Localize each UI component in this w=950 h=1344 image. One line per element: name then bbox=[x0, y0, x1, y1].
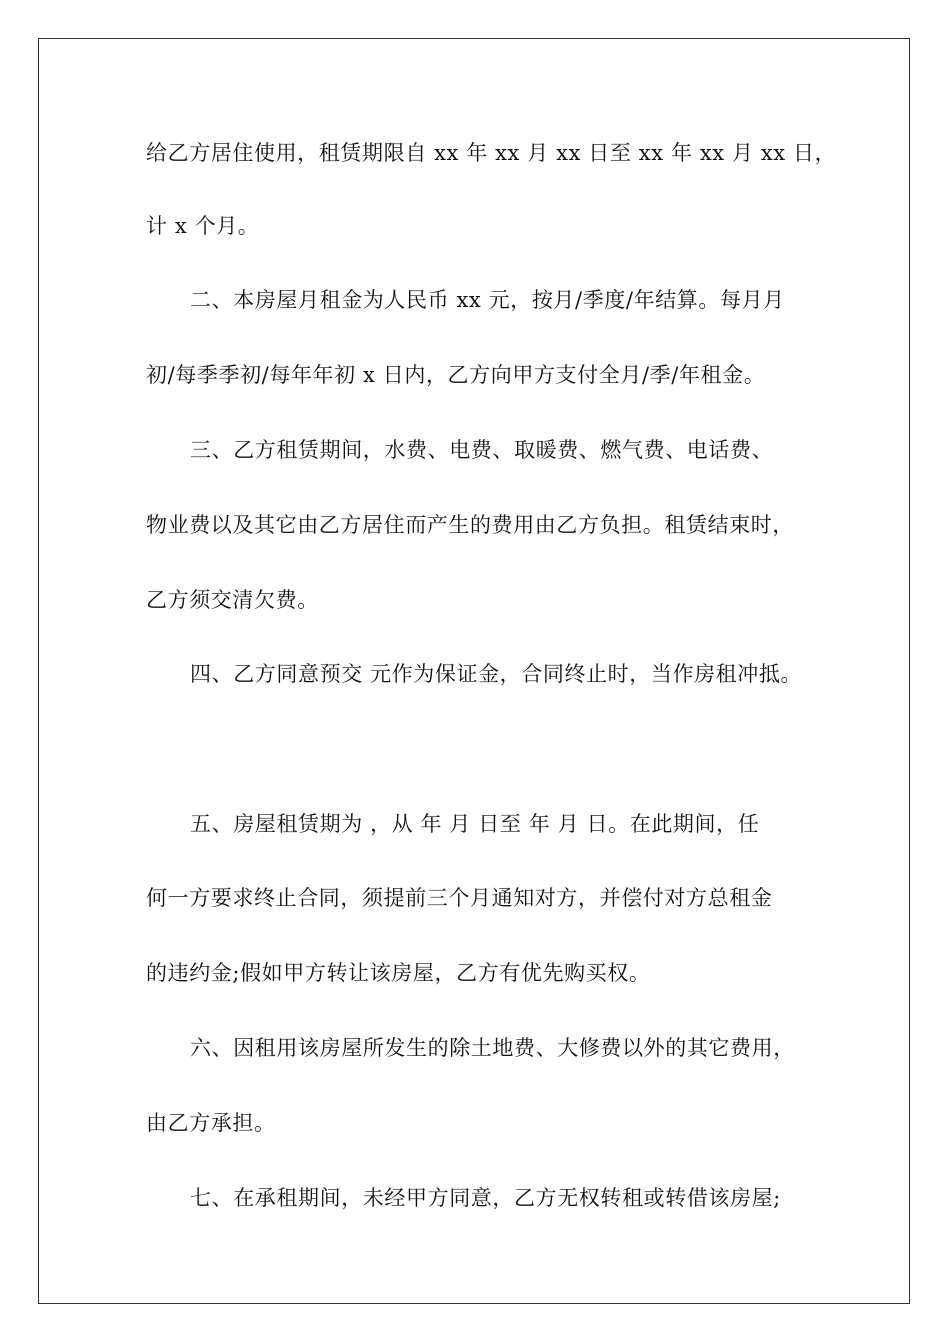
clause-5-line: 五、房屋租赁期为 ，从 年 月 日至 年 月 日。在此期间，任 bbox=[190, 812, 760, 836]
text-line: 的违约金;假如甲方转让该房屋，乙方有优先购买权。 bbox=[146, 961, 651, 985]
text-line: 何一方要求终止合同，须提前三个月通知对方，并偿付对方总租金 bbox=[146, 886, 773, 910]
clause-3-line: 三、乙方租赁期间，水费、电费、取暖费、燃气费、电话费、 bbox=[190, 438, 774, 462]
clause-4-line: 四、乙方同意预交 元作为保证金，合同终止时，当作房租冲抵。 bbox=[190, 662, 803, 686]
text-line: 给乙方居住使用，租赁期限自 xx 年 xx 月 xx 日至 xx 年 xx 月 xx 日， bbox=[146, 141, 837, 165]
text-line: 计 x 个月。 bbox=[146, 214, 260, 238]
clause-6-line: 六、因租用该房屋所发生的除土地费、大修费以外的其它费用， bbox=[190, 1036, 795, 1060]
clause-2-line: 二、本房屋月租金为人民币 xx 元，按月/季度/年结算。每月月 bbox=[190, 288, 785, 312]
text-line: 物业费以及其它由乙方居住而产生的费用由乙方负担。租赁结束时， bbox=[146, 513, 794, 537]
text-line: 初/每季季初/每年年初 x 日内，乙方向甲方支付全月/季/年租金。 bbox=[146, 363, 766, 387]
text-line: 乙方须交清欠费。 bbox=[146, 588, 319, 612]
clause-7-line: 七、在承租期间，未经甲方同意，乙方无权转租或转借该房屋; bbox=[190, 1186, 781, 1210]
text-line: 由乙方承担。 bbox=[146, 1111, 276, 1135]
